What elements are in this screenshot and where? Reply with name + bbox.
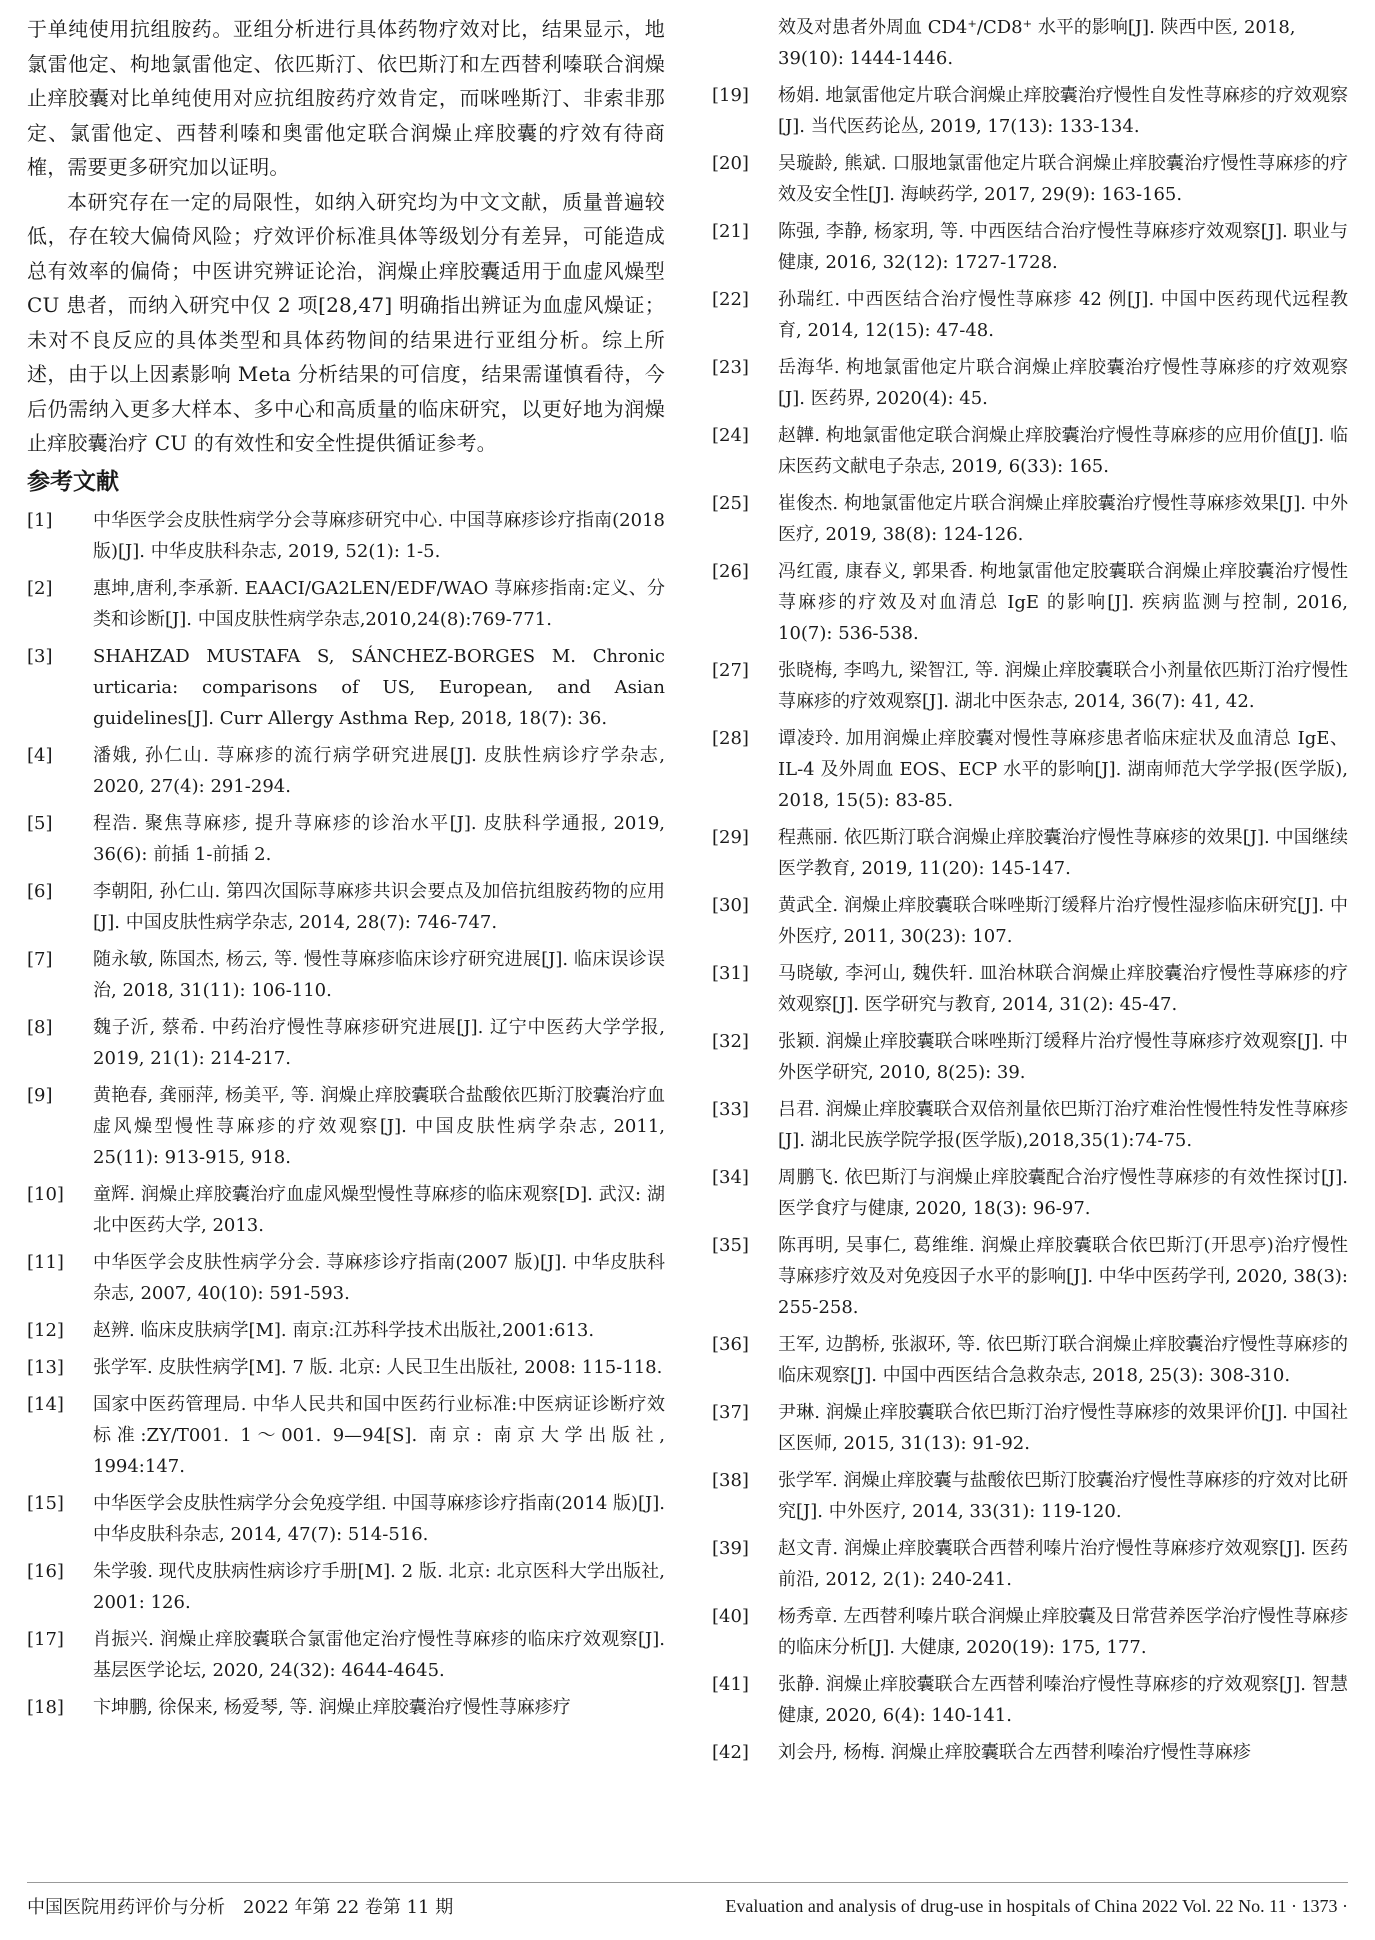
reference-number: [20] bbox=[712, 153, 749, 174]
reference-number: [16] bbox=[27, 1560, 64, 1582]
page-footer bbox=[27, 1882, 1348, 1921]
reference-item bbox=[27, 573, 665, 635]
reference-item bbox=[27, 1389, 665, 1482]
reference-number: [27] bbox=[712, 660, 749, 681]
reference-number: [2] bbox=[27, 577, 53, 599]
reference-text: 张学军. 皮肤性病学[M]. 7 版. 北京: 人民卫生出版社, 2008: 115-118. bbox=[93, 1356, 663, 1378]
reference-item bbox=[712, 488, 1348, 550]
references-heading: 参考文献 bbox=[27, 468, 119, 495]
reference-text: 中华医学会皮肤性病学分会荨麻疹研究中心. 中国荨麻疹诊疗指南(2018 版)[J]. 中华皮肤科杂志, 2019, 52(1): 1-5. bbox=[93, 509, 665, 562]
reference-number: [40] bbox=[712, 1606, 749, 1627]
reference-number: [24] bbox=[712, 425, 749, 446]
reference-item bbox=[27, 1624, 665, 1686]
reference-text: 吕君. 润燥止痒胶囊联合双倍剂量依巴斯汀治疗难治性慢性特发性荨麻疹[J]. 湖北民族学院学报(医学版),2018,35(1):74-75. bbox=[778, 1099, 1348, 1151]
reference-number: [29] bbox=[712, 827, 749, 848]
reference-text: 岳海华. 枸地氯雷他定片联合润燥止痒胶囊治疗慢性荨麻疹的疗效观察[J]. 医药界, 2020(4): 45. bbox=[778, 357, 1348, 409]
reference-text: 吴璇龄, 熊斌. 口服地氯雷他定片联合润燥止痒胶囊治疗慢性荨麻疹的疗效及安全性[J]. 海峡药学, 2017, 29(9): 163-165. bbox=[778, 153, 1348, 205]
reference-number: [32] bbox=[712, 1031, 749, 1052]
reference-text: 朱学骏. 现代皮肤病性病诊疗手册[M]. 2 版. 北京: 北京医科大学出版社, 2001: 126. bbox=[93, 1560, 665, 1613]
reference-text: 王军, 边鹊桥, 张淑环, 等. 依巴斯汀联合润燥止痒胶囊治疗慢性荨麻疹的临床观察[J]. 中国中西医结合急救杂志, 2018, 25(3): 308-310. bbox=[778, 1334, 1348, 1386]
reference-text: 随永敏, 陈国杰, 杨云, 等. 慢性荨麻疹临床诊疗研究进展[J]. 临床误诊误治, 2018, 31(11): 106-110. bbox=[93, 948, 665, 1001]
reference-item bbox=[712, 1026, 1348, 1088]
reference-text: 周鹏飞. 依巴斯汀与润燥止痒胶囊配合治疗慢性荨麻疹的有效性探讨[J]. 医学食疗与健康, 2020, 18(3): 96-97. bbox=[778, 1167, 1348, 1219]
reference-text: 刘会丹, 杨梅. 润燥止痒胶囊联合左西替利嗪治疗慢性荨麻疹 bbox=[778, 1742, 1251, 1763]
reference-item bbox=[27, 944, 665, 1006]
reference-number: [38] bbox=[712, 1470, 749, 1491]
reference-item bbox=[27, 1556, 665, 1618]
reference-number: [30] bbox=[712, 895, 749, 916]
reference-item bbox=[712, 148, 1348, 210]
reference-item bbox=[27, 505, 665, 567]
reference-item bbox=[712, 723, 1348, 816]
reference-text: 黄武全. 润燥止痒胶囊联合咪唑斯汀缓释片治疗慢性湿疹临床研究[J]. 中外医疗, 2011, 30(23): 107. bbox=[778, 895, 1348, 947]
reference-number: [21] bbox=[712, 221, 749, 242]
reference-number: [25] bbox=[712, 493, 749, 514]
reference-text: 中华医学会皮肤性病学分会免疫学组. 中国荨麻疹诊疗指南(2014 版)[J]. 中华皮肤科杂志, 2014, 47(7): 514-516. bbox=[93, 1492, 665, 1545]
reference-number: [33] bbox=[712, 1099, 749, 1120]
reference-18-continuation: 效及对患者外周血 CD4⁺/CD8⁺ 水平的影响[J]. 陕西中医, 2018, 39(10): 1444-1446. bbox=[778, 17, 1296, 69]
reference-item bbox=[27, 1315, 665, 1346]
body-paragraph-1: 于单纯使用抗组胺药。亚组分析进行具体药物疗效对比，结果显示，地氯雷他定、枸地氯雷他定、依匹斯汀、依巴斯汀和左西替利嗪联合润燥止痒胶囊对比单纯使用对应抗组胺药疗效肯定，而咪唑斯汀、非索非那定、氯雷他定、西替利嗪和奥雷他定联合润燥止痒胶囊的疗效有待商榷，需要更多研究加以证明。 bbox=[27, 17, 665, 179]
reference-text: 赵韡. 枸地氯雷他定联合润燥止痒胶囊治疗慢性荨麻疹的应用价值[J]. 临床医药文献电子杂志, 2019, 6(33): 165. bbox=[778, 425, 1348, 477]
reference-number: [26] bbox=[712, 561, 749, 582]
reference-item bbox=[712, 1162, 1348, 1224]
reference-item bbox=[712, 655, 1348, 717]
reference-number: [22] bbox=[712, 289, 749, 310]
reference-text: 陈强, 李静, 杨家玥, 等. 中西医结合治疗慢性荨麻疹疗效观察[J]. 职业与健康, 2016, 32(12): 1727-1728. bbox=[778, 221, 1348, 273]
reference-item bbox=[27, 1179, 665, 1241]
reference-item bbox=[27, 876, 665, 938]
reference-number: [9] bbox=[27, 1084, 53, 1106]
reference-number: [5] bbox=[27, 812, 53, 834]
reference-text: 赵文青. 润燥止痒胶囊联合西替利嗪片治疗慢性荨麻疹疗效观察[J]. 医药前沿, 2012, 2(1): 240-241. bbox=[778, 1538, 1348, 1590]
reference-item bbox=[27, 1352, 665, 1383]
reference-item bbox=[712, 1329, 1348, 1391]
reference-number: [28] bbox=[712, 728, 749, 749]
reference-text: 张晓梅, 李鸣九, 梁智江, 等. 润燥止痒胶囊联合小剂量依匹斯汀治疗慢性荨麻疹的疗效观察[J]. 湖北中医杂志, 2014, 36(7): 41, 42. bbox=[778, 660, 1348, 712]
body-paragraph-2: 本研究存在一定的局限性，如纳入研究均为中文文献，质量普遍较低，存在较大偏倚风险；疗效评价标准具体等级划分有差异，可能造成总有效率的偏倚；中医讲究辨证论治，润燥止痒胶囊适用于血虚风燥型 CU 患者，而纳入研究中仅 2 项[28,47] 明确指出辨证为血虚风燥证；未对不良反应的具体类型和具体药物间的结果进行亚组分析。综上所述，由于以上因素影响 Meta 分析结果的可信度，结果需谨慎看待，今后仍需纳入更多大样本、多中心和高质量的临床研究，以更好地为润燥止痒胶囊治疗 CU 的有效性和安全性提供循证参考。 bbox=[27, 189, 665, 455]
reference-item bbox=[27, 1247, 665, 1309]
reference-number: [12] bbox=[27, 1319, 64, 1341]
reference-number: [15] bbox=[27, 1492, 64, 1514]
reference-number: [36] bbox=[712, 1334, 749, 1355]
reference-number: [6] bbox=[27, 880, 53, 902]
reference-item bbox=[712, 216, 1348, 278]
reference-item bbox=[712, 1601, 1348, 1663]
reference-text: 卞坤鹏, 徐保来, 杨爱琴, 等. 润燥止痒胶囊治疗慢性荨麻疹疗 bbox=[93, 1696, 571, 1718]
reference-number: [39] bbox=[712, 1538, 749, 1559]
reference-number: [17] bbox=[27, 1628, 64, 1650]
reference-number: [3] bbox=[27, 645, 53, 667]
reference-item bbox=[712, 1737, 1348, 1768]
reference-item bbox=[712, 284, 1348, 346]
reference-text: 惠坤,唐利,李承新. EAACI/GA2LEN/EDF/WAO 荨麻疹指南:定义、分类和诊断[J]. 中国皮肤性病学杂志,2010,24(8):769-771. bbox=[93, 577, 665, 630]
reference-item bbox=[712, 890, 1348, 952]
reference-item bbox=[712, 556, 1348, 649]
reference-number: [37] bbox=[712, 1402, 749, 1423]
reference-number: [14] bbox=[27, 1393, 64, 1415]
reference-number: [11] bbox=[27, 1251, 64, 1273]
reference-number: [34] bbox=[712, 1167, 749, 1188]
reference-text: 杨娟. 地氯雷他定片联合润燥止痒胶囊治疗慢性自发性荨麻疹的疗效观察[J]. 当代医药论丛, 2019, 17(13): 133-134. bbox=[778, 85, 1348, 137]
reference-text: 中华医学会皮肤性病学分会. 荨麻疹诊疗指南(2007 版)[J]. 中华皮肤科杂志, 2007, 40(10): 591-593. bbox=[93, 1251, 665, 1304]
reference-item bbox=[27, 808, 665, 870]
reference-item bbox=[27, 1012, 665, 1074]
reference-item bbox=[712, 1397, 1348, 1459]
reference-number: [7] bbox=[27, 948, 53, 970]
reference-text: 谭凌玲. 加用润燥止痒胶囊对慢性荨麻疹患者临床症状及血清总 IgE、IL-4 及外周血 EOS、ECP 水平的影响[J]. 湖南师范大学学报(医学版), 2018, 15(5): 83-85. bbox=[778, 728, 1348, 811]
right-column bbox=[712, 12, 1348, 1774]
reference-number: [18] bbox=[27, 1696, 64, 1718]
reference-number: [1] bbox=[27, 509, 53, 531]
reference-text: 张静. 润燥止痒胶囊联合左西替利嗪治疗慢性荨麻疹的疗效观察[J]. 智慧健康, 2020, 6(4): 140-141. bbox=[778, 1674, 1348, 1726]
reference-item bbox=[27, 1080, 665, 1173]
reference-number: [4] bbox=[27, 744, 53, 766]
reference-text: 李朝阳, 孙仁山. 第四次国际荨麻疹共识会要点及加倍抗组胺药物的应用[J]. 中国皮肤性病学杂志, 2014, 28(7): 746-747. bbox=[93, 880, 665, 933]
reference-text: SHAHZAD MUSTAFA S, SÁNCHEZ-BORGES M. Chronic urticaria: comparisons of US, European, and Asian guidelines[J]. Curr Allergy Asthma Rep, 2018, 18(7): 36. bbox=[93, 645, 665, 729]
reference-number: [35] bbox=[712, 1235, 749, 1256]
footer-journal-en: Evaluation and analysis of drug-use in hospitals of China 2022 Vol. 22 No. 11 · 1373 · bbox=[725, 1895, 1348, 1916]
reference-number: [31] bbox=[712, 963, 749, 984]
reference-text: 黄艳春, 龚丽萍, 杨美平, 等. 润燥止痒胶囊联合盐酸依匹斯汀胶囊治疗血虚风燥型慢性荨麻疹的疗效观察[J]. 中国皮肤性病学杂志, 2011, 25(11): 913-915, 918. bbox=[93, 1084, 665, 1168]
reference-text: 肖振兴. 润燥止痒胶囊联合氯雷他定治疗慢性荨麻疹的临床疗效观察[J]. 基层医学论坛, 2020, 24(32): 4644-4645. bbox=[93, 1628, 665, 1681]
reference-item bbox=[712, 1533, 1348, 1595]
reference-text: 童辉. 润燥止痒胶囊治疗血虚风燥型慢性荨麻疹的临床观察[D]. 武汉: 湖北中医药大学, 2013. bbox=[93, 1183, 665, 1236]
reference-item bbox=[27, 1488, 665, 1550]
reference-text: 张颖. 润燥止痒胶囊联合咪唑斯汀缓释片治疗慢性荨麻疹疗效观察[J]. 中外医学研究, 2010, 8(25): 39. bbox=[778, 1031, 1348, 1083]
left-column bbox=[27, 12, 665, 1729]
reference-text: 崔俊杰. 枸地氯雷他定片联合润燥止痒胶囊治疗慢性荨麻疹效果[J]. 中外医疗, 2019, 38(8): 124-126. bbox=[778, 493, 1348, 545]
reference-item bbox=[712, 958, 1348, 1020]
reference-text: 冯红霞, 康春义, 郭果香. 枸地氯雷他定胶囊联合润燥止痒胶囊治疗慢性荨麻疹的疗效及对血清总 IgE 的影响[J]. 疾病监测与控制, 2016, 10(7): 536-538. bbox=[778, 561, 1348, 644]
reference-item bbox=[712, 1230, 1348, 1323]
reference-text: 程燕丽. 依匹斯汀联合润燥止痒胶囊治疗慢性荨麻疹的效果[J]. 中国继续医学教育, 2019, 11(20): 145-147. bbox=[778, 827, 1348, 879]
reference-number: [13] bbox=[27, 1356, 64, 1378]
reference-item bbox=[712, 822, 1348, 884]
reference-text: 杨秀章. 左西替利嗪片联合润燥止痒胶囊及日常营养医学治疗慢性荨麻疹的临床分析[J]. 大健康, 2020(19): 175, 177. bbox=[778, 1606, 1348, 1658]
reference-number: [41] bbox=[712, 1674, 749, 1695]
reference-text: 国家中医药管理局. 中华人民共和国中医药行业标准:中医病证诊断疗效标准:ZY/T001. 1～001. 9—94[S]. 南京: 南京大学出版社, 1994:147. bbox=[93, 1393, 665, 1477]
reference-text: 魏子沂, 蔡希. 中药治疗慢性荨麻疹研究进展[J]. 辽宁中医药大学学报, 2019, 21(1): 214-217. bbox=[93, 1016, 665, 1069]
references-list-left bbox=[27, 505, 665, 1723]
footer-journal-cn: 中国医院用药评价与分析 2022 年第 22 卷第 11 期 bbox=[27, 1897, 454, 1918]
reference-text: 赵辨. 临床皮肤病学[M]. 南京:江苏科学技术出版社,2001:613. bbox=[93, 1319, 595, 1341]
reference-item bbox=[27, 740, 665, 802]
reference-number: [10] bbox=[27, 1183, 64, 1205]
reference-number: [19] bbox=[712, 85, 749, 106]
reference-text: 尹琳. 润燥止痒胶囊联合依巴斯汀治疗慢性荨麻疹的效果评价[J]. 中国社区医师, 2015, 31(13): 91-92. bbox=[778, 1402, 1348, 1454]
reference-number: [42] bbox=[712, 1742, 749, 1763]
reference-item bbox=[712, 1669, 1348, 1731]
reference-item bbox=[712, 352, 1348, 414]
reference-text: 潘娥, 孙仁山. 荨麻疹的流行病学研究进展[J]. 皮肤性病诊疗学杂志, 2020, 27(4): 291-294. bbox=[93, 744, 665, 797]
reference-item bbox=[27, 1692, 665, 1723]
reference-number: [8] bbox=[27, 1016, 53, 1038]
references-list-right bbox=[712, 80, 1348, 1768]
reference-item bbox=[712, 420, 1348, 482]
reference-item bbox=[712, 1465, 1348, 1527]
reference-item bbox=[712, 1094, 1348, 1156]
reference-item bbox=[712, 80, 1348, 142]
reference-number: [23] bbox=[712, 357, 749, 378]
reference-text: 张学军. 润燥止痒胶囊与盐酸依巴斯汀胶囊治疗慢性荨麻疹的疗效对比研究[J]. 中外医疗, 2014, 33(31): 119-120. bbox=[778, 1470, 1348, 1522]
reference-text: 程浩. 聚焦荨麻疹, 提升荨麻疹的诊治水平[J]. 皮肤科学通报, 2019, 36(6): 前插 1-前插 2. bbox=[93, 812, 665, 865]
reference-item bbox=[27, 641, 665, 734]
reference-text: 马晓敏, 李河山, 魏佚轩. 皿治林联合润燥止痒胶囊治疗慢性荨麻疹的疗效观察[J]. 医学研究与教育, 2014, 31(2): 45-47. bbox=[778, 963, 1348, 1015]
reference-text: 孙瑞红. 中西医结合治疗慢性荨麻疹 42 例[J]. 中国中医药现代远程教育, 2014, 12(15): 47-48. bbox=[778, 289, 1348, 341]
reference-text: 陈再明, 吴事仁, 葛维维. 润燥止痒胶囊联合依巴斯汀(开思亭)治疗慢性荨麻疹疗效及对免疫因子水平的影响[J]. 中华中医药学刊, 2020, 38(3): 255-258. bbox=[778, 1235, 1348, 1318]
